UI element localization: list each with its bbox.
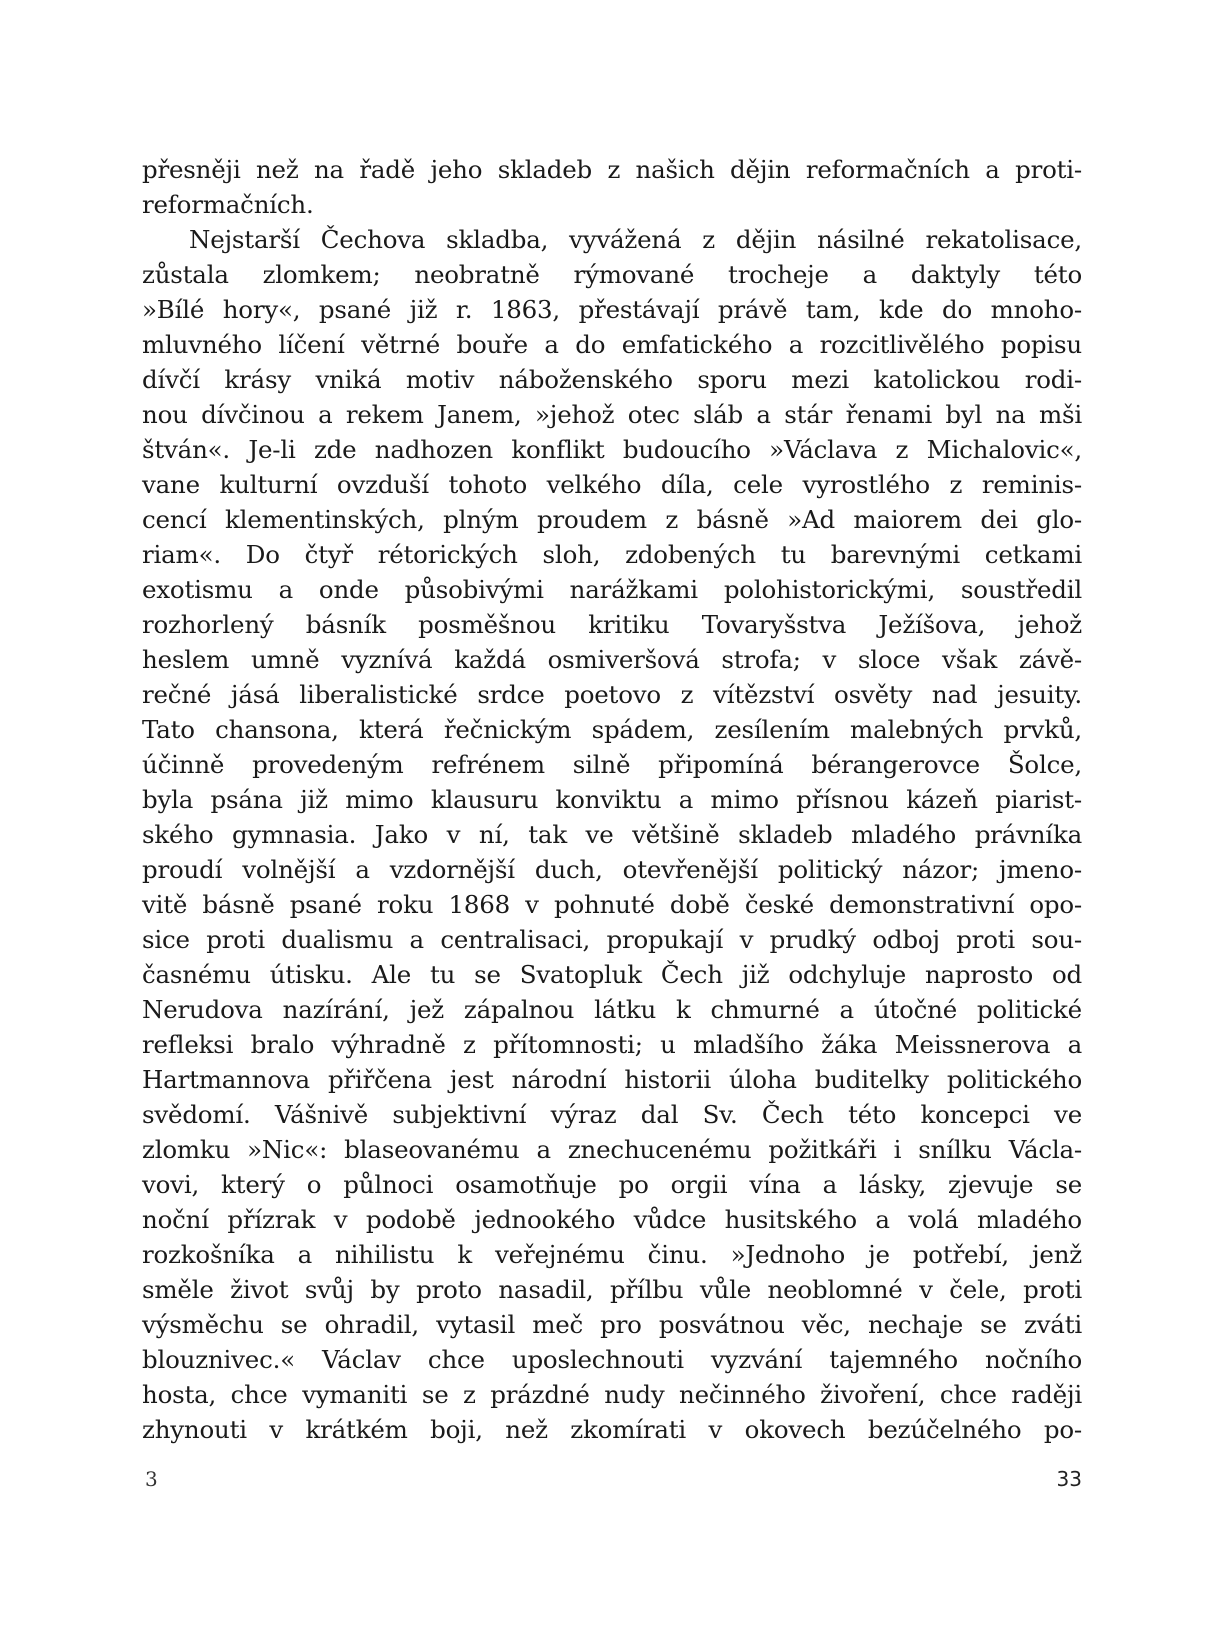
- text-line: exotismu a onde působivými narážkami polohistorickými, soustředil: [142, 575, 1082, 604]
- text-line: dívčí krásy vniká motiv náboženského sporu mezi katolickou rodi-: [142, 365, 1082, 394]
- text-line: zlomku »Nic«: blaseovanému a znechucenému požitkáři i snílku Václa-: [142, 1135, 1082, 1164]
- text-line: riam«. Do čtyř rétorických sloh, zdobených tu barevnými cetkami: [142, 540, 1082, 569]
- text-line: rečné jásá liberalistické srdce poetovo z vítězství osvěty nad jesuity.: [142, 680, 1082, 709]
- text-line: výsměchu se ohradil, vytasil meč pro posvátnou věc, nechaje se zváti: [142, 1310, 1082, 1339]
- text-line: směle život svůj by proto nasadil, přílbu vůle neoblomné v čele, proti: [142, 1275, 1082, 1304]
- text-line: nou dívčinou a rekem Janem, »jehož otec sláb a stár řenami byl na mši: [142, 400, 1082, 429]
- text-line: vovi, který o půlnoci osamotňuje po orgii vína a lásky, zjevuje se: [142, 1170, 1082, 1199]
- text-line: zhynouti v krátkém boji, než zkomírati v okovech bezúčelného po-: [142, 1415, 1082, 1444]
- signature-mark: 3: [145, 1467, 158, 1491]
- text-line: cencí klementinských, plným proudem z básně »Ad maiorem dei glo-: [142, 505, 1082, 534]
- text-line: mluvného líčení větrné bouře a do emfatického a rozcitlivělého popisu: [142, 330, 1082, 359]
- text-line: byla psána již mimo klausuru konviktu a mimo přísnou kázeň piarist-: [142, 785, 1082, 814]
- body-text: [142, 152, 1082, 1447]
- text-line: vane kulturní ovzduší tohoto velkého díla, cele vyrostlého z reminis-: [142, 470, 1082, 499]
- text-line: rozkošníka a nihilistu k veřejnému činu. »Jednoho je potřebí, jenž: [142, 1240, 1082, 1269]
- text-line: přesněji než na řadě jeho skladeb z našich dějin reformačních a proti-: [142, 155, 1082, 184]
- text-line: štván«. Je-li zde nadhozen konflikt budoucího »Václava z Michalovic«,: [142, 435, 1082, 464]
- text-line: zůstala zlomkem; neobratně rýmované trocheje a daktyly této: [142, 260, 1082, 289]
- text-line: refleksi bralo výhradně z přítomnosti; u mladšího žáka Meissnerova a: [142, 1030, 1082, 1059]
- text-line: svědomí. Vášnivě subjektivní výraz dal Sv. Čech této koncepci ve: [142, 1100, 1082, 1129]
- text-line: heslem umně vyznívá každá osmiveršová strofa; v sloce však závě-: [142, 645, 1082, 674]
- text-line: Nejstarší Čechova skladba, vyvážená z dějin násilné rekatolisace,: [189, 225, 1082, 254]
- text-line: reformačních.: [142, 190, 314, 219]
- text-line: Nerudova nazírání, jež zápalnou látku k chmurné a útočné politické: [142, 995, 1082, 1024]
- text-line: rozhorlený básník posměšnou kritiku Tovaryšstva Ježíšova, jehož: [142, 610, 1082, 639]
- text-line: Tato chansona, která řečnickým spádem, zesílením malebných prvků,: [142, 715, 1082, 744]
- text-line: noční přízrak v podobě jednookého vůdce husitského a volá mladého: [142, 1205, 1082, 1234]
- text-line: Hartmannova přiřčena jest národní historii úloha buditelky politického: [142, 1065, 1082, 1094]
- page-number: 33: [1056, 1467, 1082, 1491]
- page-footer: [142, 1467, 1082, 1497]
- text-line: »Bílé hory«, psané již r. 1863, přestávají právě tam, kde do mnoho-: [142, 295, 1082, 324]
- text-line: ského gymnasia. Jako v ní, tak ve většině skladeb mladého právníka: [142, 820, 1082, 849]
- text-line: proudí volnější a vzdornější duch, otevřenější politický názor; jmeno-: [142, 855, 1082, 884]
- text-line: hosta, chce vymaniti se z prázdné nudy nečinného živoření, chce raději: [142, 1380, 1082, 1409]
- text-line: sice proti dualismu a centralisaci, propukají v prudký odboj proti sou-: [142, 925, 1082, 954]
- text-line: blouznivec.« Václav chce uposlechnouti vyzvání tajemného nočního: [142, 1345, 1082, 1374]
- text-line: účinně provedeným refrénem silně připomíná bérangerovce Šolce,: [142, 750, 1082, 779]
- text-line: časnému útisku. Ale tu se Svatopluk Čech již odchyluje naprosto od: [142, 960, 1082, 989]
- text-line: vitě básně psané roku 1868 v pohnuté době české demonstrativní opo-: [142, 890, 1082, 919]
